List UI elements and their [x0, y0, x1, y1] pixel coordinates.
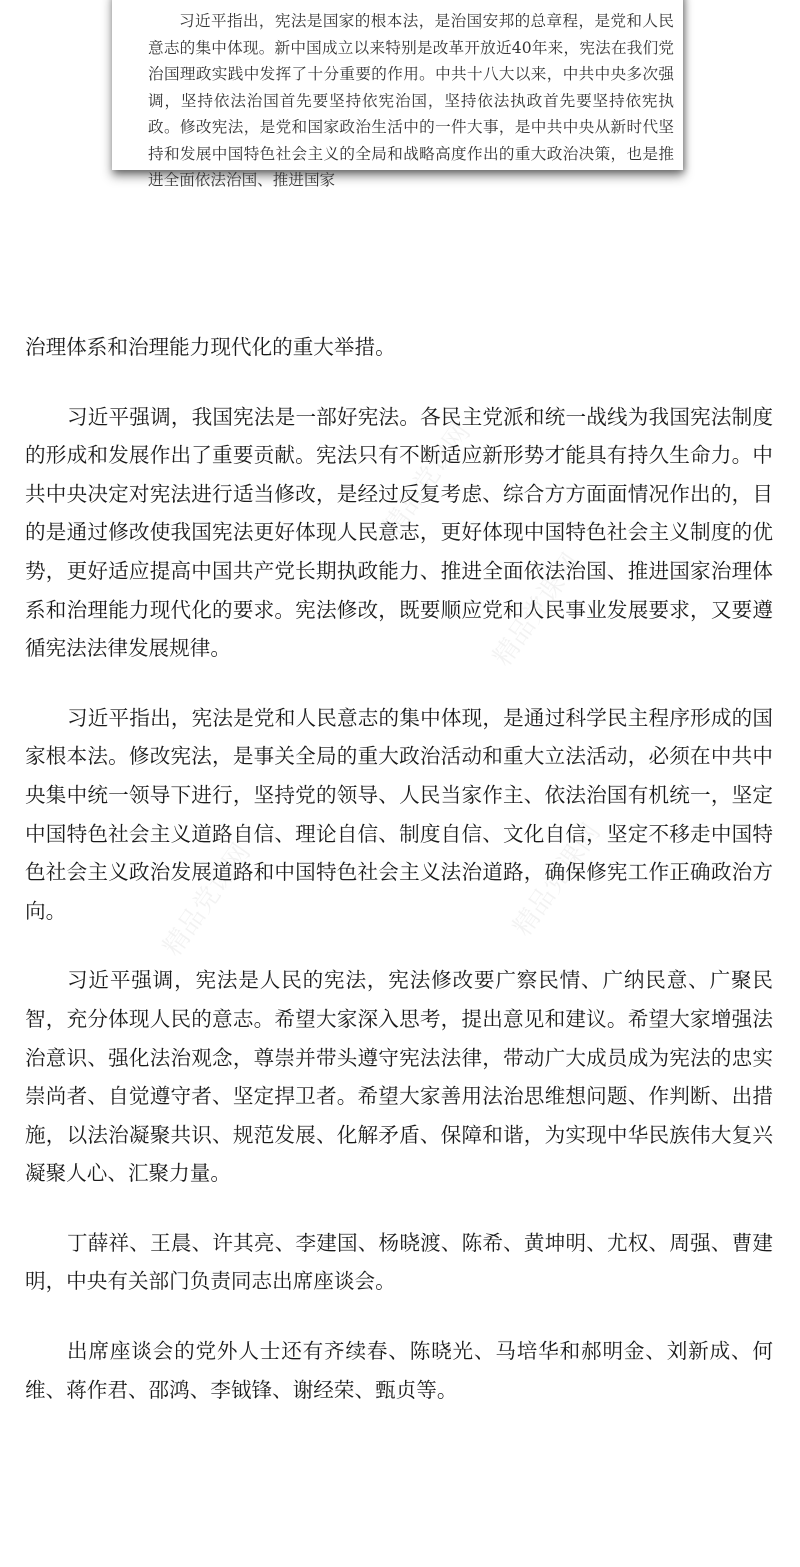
watermark: 精品党课网 [507, 818, 607, 942]
paragraph: 习近平强调，我国宪法是一部好宪法。各民主党派和统一战线为我国宪法制度的形成和发展作出了重要贡献。宪法只有不断适应新形势才能具有持久生命力。中共中央决定对宪法进行适当修改，是经过反复考虑、综合方方面面情况作出的，目的是通过修改使我国宪法更好体现人民意志，更好体现中国特色社会主义制度的优势，更好适应提高中国共产党长期执政能力、推进全面依法治国、推进国家治理体系和治理能力现代化的要求。宪法修改，既要顺应党和人民事业发展要求，又要遵循宪法法律发展规律。 [25, 404, 773, 661]
paragraph: 习近平强调，宪法是人民的宪法，宪法修改要广察民情、广纳民意、广聚民智，充分体现人民的意志。希望大家深入思考，提出意见和建议。希望大家增强法治意识、强化法治观念，尊崇并带头遵守宪法法律，带动广大成员成为宪法的忠实崇尚者、自觉遵守者、坚定捍卫者。希望大家善用法治思维想问题、作判断、出措施，以法治凝聚共识、规范发展、化解矛盾、保障和谐，为实现中华民族伟大复兴凝聚人心、汇聚力量。 [25, 968, 773, 1186]
watermark: 精品党课网 [377, 418, 477, 542]
article-body [25, 328, 773, 1440]
watermark: 精品党课网 [487, 548, 587, 672]
paragraph: 习近平指出，宪法是党和人民意志的集中体现，是通过科学民主程序形成的国家根本法。修改宪法，是事关全局的重大政治活动和重大立法活动，必须在中共中央集中统一领导下进行，坚持党的领导、人民当家作主、依法治国有机统一，坚定中国特色社会主义道路自信、理论自信、制度自信、文化自信，坚定不移走中国特色社会主义政治发展道路和中国特色社会主义法治道路，确保修宪工作正确政治方向。 [25, 705, 773, 923]
paragraph-continuation: 治理体系和治理能力现代化的重大举措。 [25, 335, 396, 359]
watermark: 精品党课网 [157, 838, 257, 962]
document-image-card [112, 0, 683, 189]
paragraph: 出席座谈会的党外人士还有齐续春、陈晓光、马培华和郝明金、刘新成、何维、蒋作君、邵鸿、李钺锋、谢经荣、甄贞等。 [25, 1339, 773, 1402]
card-paragraph: 习近平指出，宪法是国家的根本法，是治国安邦的总章程，是党和人民意志的集中体现。新中国成立以来特别是改革开放近40年来，宪法在我们党治国理政实践中发挥了十分重要的作用。中共十八大以来，中共中央多次强调，坚持依法治国首先要坚持依宪治国，坚持依法执政首先要坚持依宪执政。修改宪法，是党和国家政治生活中的一件大事，是中共中央从新时代坚持和发展中国特色社会主义的全局和战略高度作出的重大政治决策，也是推进全面依法治国、推进国家 [148, 12, 674, 189]
paragraph: 丁薛祥、王晨、许其亮、李建国、杨晓渡、陈希、黄坤明、尤权、周强、曹建明，中央有关部门负责同志出席座谈会。 [25, 1230, 773, 1294]
